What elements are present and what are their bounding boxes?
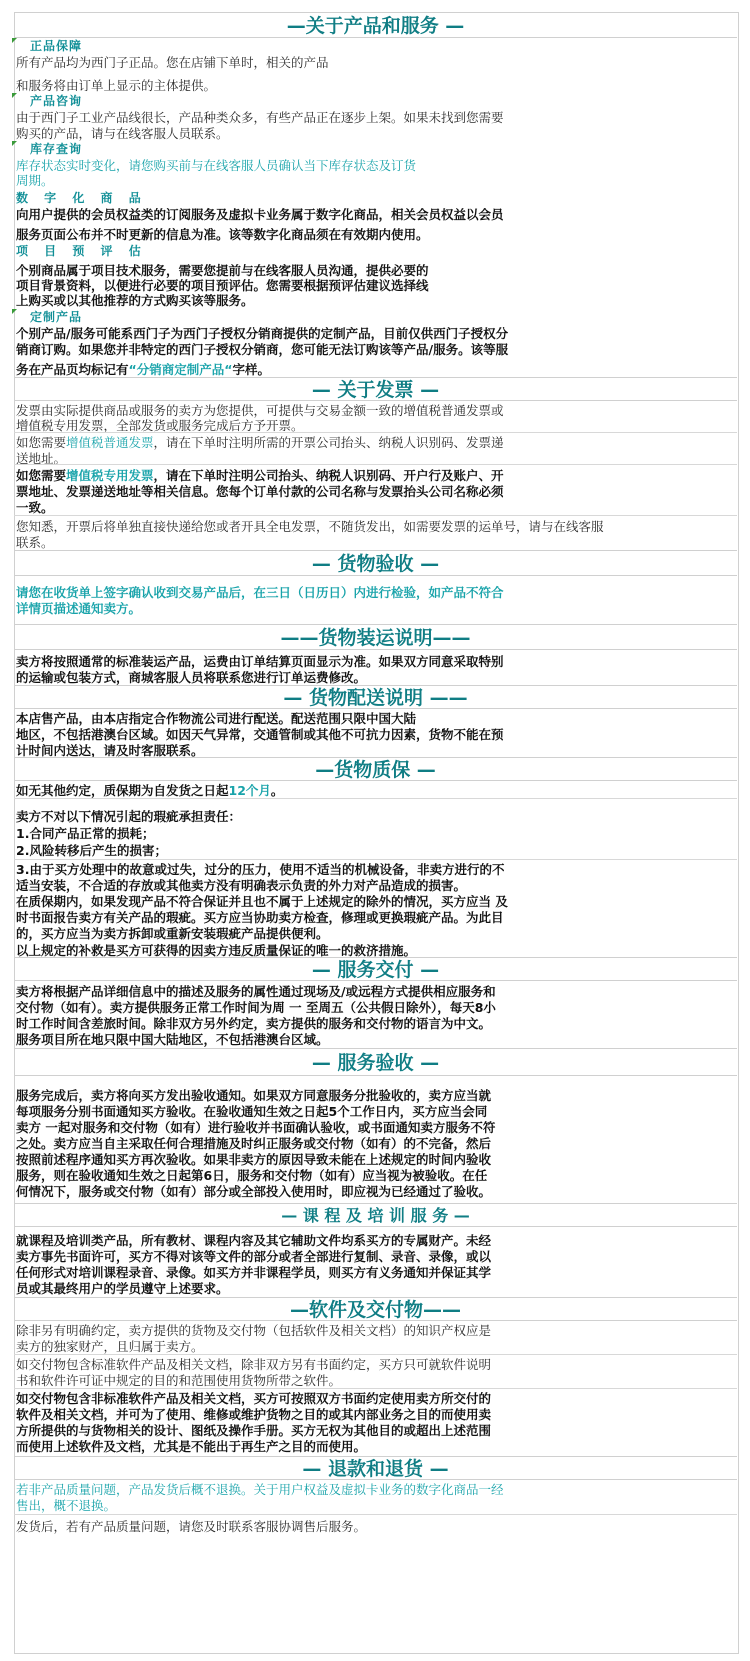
section-title-service-acceptance: — 服务验收 — xyxy=(14,1048,737,1076)
text-line: 向用户提供的会员权益类的订阅服务及虚拟卡业务属于数字化商品，相关会员权益以会员 xyxy=(16,207,504,222)
section-title-shipping: ——货物装运说明—— xyxy=(14,624,737,650)
text-line: 如交付物包含非标准软件产品及相关文档，买方可按照双方书面约定使用卖方所交付的 xyxy=(16,1391,492,1406)
text-fragment: 如您需要 xyxy=(16,435,67,450)
subhead-eval: 项 目 预 评 估 xyxy=(16,244,147,258)
highlight-warranty-period: 12个月 xyxy=(228,783,271,798)
text-line: 售出，概不退换。 xyxy=(16,1498,117,1513)
section-title-delivery: — 货物配送说明 —— xyxy=(14,685,737,709)
subhead-stock: 库存查询 xyxy=(30,142,83,156)
text-line: 每项服务分别书面通知买方验收。在验收通知生效之日起5个工作日内，买方应当会同 xyxy=(16,1104,488,1119)
text-line: 服务完成后，卖方将向买方发出验收通知。如果双方同意服务分批验收的，卖方应当就 xyxy=(16,1088,492,1103)
text-line: 1.合同产品正常的损耗； xyxy=(16,826,155,841)
text-line: 若非产品质量问题，产品发货后概不退换。关于用户权益及虚拟卡业务的数字化商品一经 xyxy=(16,1482,504,1497)
text-line: 卖方不对以下情况引起的瑕疵承担责任： xyxy=(16,809,242,824)
text-line: 方所提供的与货物相关的设计、图纸及操作手册。买方无权为其他目的或超出上述范围 xyxy=(16,1423,492,1438)
divider xyxy=(14,464,737,465)
text-line: 您知悉，开票后将单独直接快递给您或者开具全电发票，不随货发出，如需要发票的运单号，请与在线客服 xyxy=(16,519,604,534)
text-line: 由于西门子工业产品线很长，产品种类众多，有些产品正在逐步上架。如果未找到您需要 xyxy=(16,110,504,125)
divider xyxy=(14,1388,737,1389)
text-line: 发货后，若有产品质量问题，请您及时联系客服协调售后服务。 xyxy=(16,1519,367,1534)
text-line: 个别产品/服务可能系西门子为西门子授权分销商提供的定制产品，目前仅供西门子授权分 xyxy=(16,326,509,341)
section-title-invoice: — 关于发票 — xyxy=(14,377,737,401)
text-line: 除非另有明确约定，卖方提供的货物及交付物（包括软件及相关文档）的知识产权应是 xyxy=(16,1323,492,1338)
text-line: 员或其最终用户的学员遵守上述要求。 xyxy=(16,1281,229,1296)
text-line: 的运输或包装方式，商城客服人员将联系您进行订单运费修改。 xyxy=(16,670,367,685)
text-line: 在质保期内，如果发现产品不符合保证并且也不属于上述规定的除外的情况，买方应当 及 xyxy=(16,894,508,909)
section-title-refund: — 退款和退货 — xyxy=(14,1456,737,1480)
text-line: 就课程及培训类产品，所有教材、课程内容及其它辅助文件均系买方的专属财产。未经 xyxy=(16,1233,492,1248)
text-line: 时工作时间含差旅时间。除非双方另外约定，卖方提供的服务和交付物的语言为中文。 xyxy=(16,1016,492,1031)
section-title-warranty: —货物质保 — xyxy=(14,757,737,781)
section-title-inspection: — 货物验收 — xyxy=(14,550,737,576)
text-line: 票地址、发票递送地址等相关信息。您每个订单付款的公司名称与发票抬头公司名称必须 xyxy=(16,484,504,499)
text-line: 购买的产品，请与在线客服人员联系。 xyxy=(16,126,229,141)
subhead-genuine: 正品保障 xyxy=(30,39,83,53)
text-line: 卖方 一起对服务和交付物（如有）进行验收并书面确认验收，或书面通知卖方服务不符 xyxy=(16,1120,496,1135)
section-title-course-training: — 课 程 及 培 训 服 务 — xyxy=(14,1203,737,1227)
text-fragment: 如您需要 xyxy=(16,468,67,483)
subhead-consult: 产品咨询 xyxy=(30,94,83,108)
text-fragment: ，请在下单时注明公司抬头、纳税人识别码、开户行及账户、开 xyxy=(153,468,504,483)
text-line: 按照前述程序通知买方再次验收。如果非卖方的原因导致未能在上述规定的时间内验收 xyxy=(16,1152,492,1167)
text-line: 销商订购。如果您并非特定的西门子授权分销商，您可能无法订购该等产品/服务。该等服 xyxy=(16,342,509,357)
text-line: 和服务将由订单上显示的主体提供。 xyxy=(16,78,217,93)
text-fragment: ，请在下单时注明所需的开票公司抬头、纳税人识别码、发票递 xyxy=(153,435,504,450)
text-line: 卖方事先书面许可，买方不得对该等文件的部分或者全部进行复制、录音、录像，或以 xyxy=(16,1249,492,1264)
text-line: 卖方的独家财产，且归属于卖方。 xyxy=(16,1339,204,1354)
text-line: 服务页面公布并不时更新的信息为准。该等数字化商品须在有效期内使用。 xyxy=(16,227,429,242)
text-line: 交付物（如有）。卖方提供服务正常工作时间为周 一 至周五（公共假日除外），每天8小 xyxy=(16,1000,496,1015)
highlight-dist-custom: “分销商定制产品“ xyxy=(128,362,233,377)
section-title-service-delivery: — 服务交付 — xyxy=(14,957,737,981)
link-vat-special-invoice: 增值税专用发票 xyxy=(66,468,154,483)
text-line: 何情况下，服务或交付物（如有）部分或全部投入使用时，即应视为已经通过了验收。 xyxy=(16,1184,492,1199)
text-line xyxy=(16,782,716,799)
text-fragment: 字样。 xyxy=(232,362,270,377)
text-fragment: 。 xyxy=(270,783,284,798)
text-line: 计时间内送达，请及时客服联系。 xyxy=(16,743,204,758)
text-line: 项目背景资料，以便进行必要的项目预评估。您需要根据预评估建议选择线 xyxy=(16,278,429,293)
text-line: 而使用上述软件及文档，尤其是不能出于再生产之目的而使用。 xyxy=(16,1439,367,1454)
text-line: 发票由实际提供商品或服务的卖方为您提供，可提供与交易金额一致的增值税普通发票或 xyxy=(16,403,504,418)
text-line: 服务项目所在地只限中国大陆地区，不包括港澳台区域。 xyxy=(16,1032,329,1047)
text-line xyxy=(16,467,716,484)
text-line: 详情页描述通知卖方。 xyxy=(16,601,142,616)
text-line: 之处。卖方应当自主采取任何合理措施及时纠正服务或交付物（如有）的不完备，然后 xyxy=(16,1136,492,1151)
text-line: 适当安装，不合适的存放或其他卖方没有明确表示负责的外力对产品造成的损害。 xyxy=(16,878,467,893)
text-line: 软件及相关文档，并可为了使用、维修或维护货物之目的或其内部业务之目的而使用卖 xyxy=(16,1407,492,1422)
text-line: 送地址。 xyxy=(16,451,67,466)
divider xyxy=(14,515,737,516)
text-line: 库存状态实时变化，请您购买前与在线客服人员确认当下库存状态及订货 xyxy=(16,158,417,173)
text-line: 时书面报告卖方有关产品的瑕疵。买方应当协助卖方检查，修理或更换瑕疵产品。为此目 xyxy=(16,910,504,925)
text-line: 增值税专用发票，全部发货或服务完成后方予开票。 xyxy=(16,418,304,433)
section-title-product-service: —关于产品和服务 — xyxy=(14,12,737,38)
divider xyxy=(14,1354,737,1355)
subhead-digital: 数 字 化 商 品 xyxy=(16,191,147,205)
text-line: 所有产品均为西门子正品。您在店铺下单时，相关的产品 xyxy=(16,55,329,70)
divider xyxy=(14,859,737,860)
link-vat-normal-invoice: 增值税普通发票 xyxy=(66,435,154,450)
text-line xyxy=(16,361,716,378)
text-line: 个别商品属于项目技术服务，需要您提前与在线客服人员沟通，提供必要的 xyxy=(16,263,429,278)
text-line: 卖方将按照通常的标准装运产品，运费由订单结算页面显示为准。如果双方同意采取特别 xyxy=(16,654,504,669)
text-line: 任何形式对培训课程录音、录像。如买方并非课程学员，则买方有义务通知并保证其学 xyxy=(16,1265,492,1280)
text-line: 联系。 xyxy=(16,535,54,550)
text-line: 请您在收货单上签字确认收到交易产品后，在三日（日历日）内进行检验，如产品不符合 xyxy=(16,585,504,600)
text-line: 卖方将根据产品详细信息中的描述及服务的属性通过现场及/或远程方式提供相应服务和 xyxy=(16,984,496,999)
text-line: 本店售产品，由本店指定合作物流公司进行配送。配送范围只限中国大陆 xyxy=(16,711,417,726)
text-line xyxy=(16,434,716,451)
text-line: 以上规定的补救是买方可获得的因卖方违反质量保证的唯一的救济措施。 xyxy=(16,943,417,958)
text-line: 3.由于买方处理中的故意或过失，过分的压力，使用不适当的机械设备，非卖方进行的不 xyxy=(16,862,505,877)
text-line: 服务，则在验收通知生效之日起第6日，服务和交付物（如有）应当视为被验收。在任 xyxy=(16,1168,488,1183)
text-line: 上购买或以其他推荐的方式购买该等服务。 xyxy=(16,293,254,308)
text-line: 一致。 xyxy=(16,500,54,515)
text-line: 书和软件许可证中规定的目的和范围使用货物所带之软件。 xyxy=(16,1373,342,1388)
divider xyxy=(14,1514,737,1515)
text-fragment: 务在产品页均标记有 xyxy=(16,362,129,377)
text-fragment: 如无其他约定，质保期为自发货之日起 xyxy=(16,783,229,798)
section-title-software: —软件及交付物—— xyxy=(14,1297,737,1321)
text-line: 的，买方应当为卖方拆卸或重新安装瑕疵产品提供便利。 xyxy=(16,926,329,941)
text-line: 如交付物包含标准软件产品及相关文档，除非双方另有书面约定，买方只可就软件说明 xyxy=(16,1357,492,1372)
text-line: 地区，不包括港澳台区域。如因天气异常，交通管制或其他不可抗力因素，货物不能在预 xyxy=(16,727,504,742)
subhead-custom: 定制产品 xyxy=(30,310,83,324)
divider xyxy=(14,798,737,799)
text-line: 2.风险转移后产生的损害； xyxy=(16,843,167,858)
divider xyxy=(14,432,737,433)
text-line: 周期。 xyxy=(16,173,54,188)
